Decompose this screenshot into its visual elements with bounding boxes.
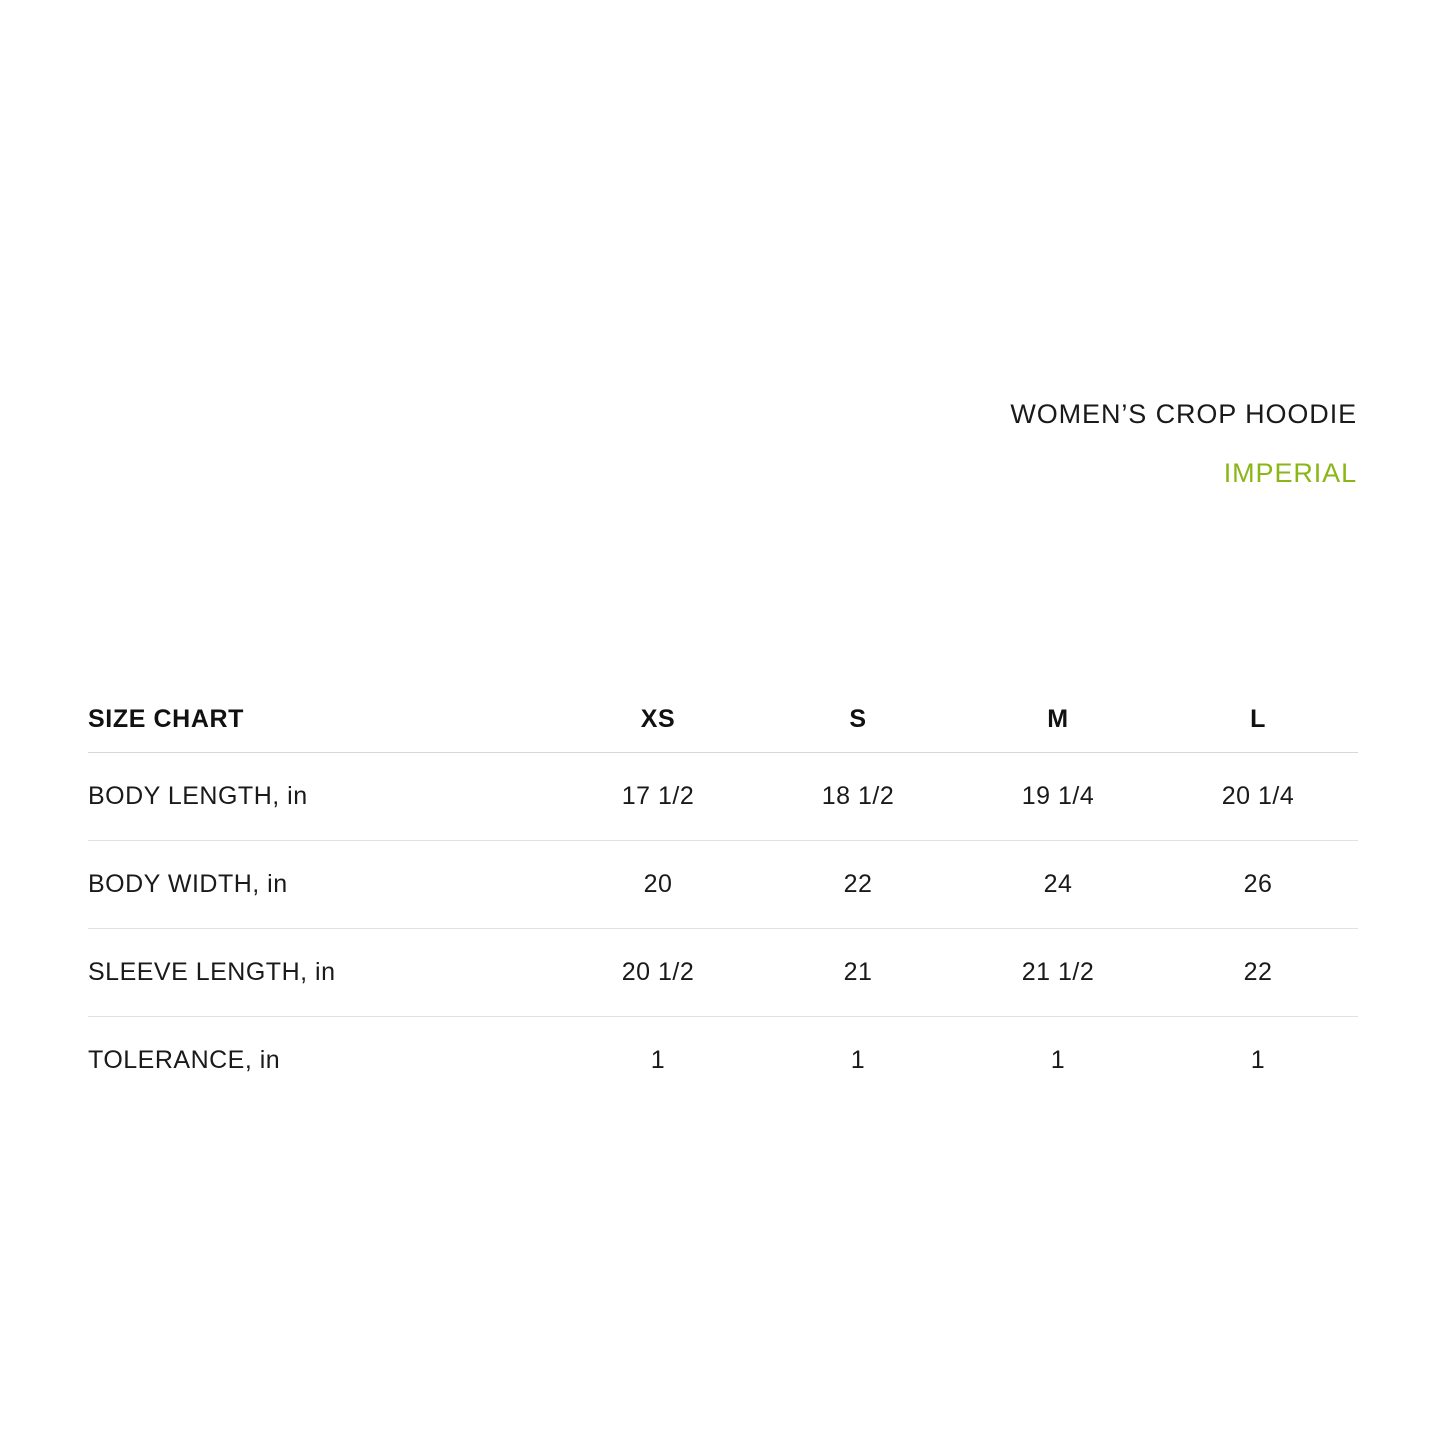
cell-tolerance-m: 1 xyxy=(1050,1046,1066,1074)
cell-body-length-l: 20 1/4 xyxy=(1158,753,1358,841)
row-label-tolerance: TOLERANCE, in xyxy=(88,1046,281,1074)
size-chart-title: SIZE CHART xyxy=(88,686,558,753)
column-header-l: L xyxy=(1158,686,1358,753)
cell-tolerance-s: 1 xyxy=(850,1046,866,1074)
table-header xyxy=(88,686,1358,753)
table-header-row xyxy=(88,686,1358,753)
cell-body-width-l: 26 xyxy=(1158,841,1358,929)
cell-body-length-s: 18 1/2 xyxy=(758,753,958,841)
cell-body-width-m: 24 xyxy=(958,841,1158,929)
cell-body-length-xs: 17 1/2 xyxy=(558,753,758,841)
unit-system-label: IMPERIAL xyxy=(1223,458,1357,489)
table-body xyxy=(88,753,1358,1105)
table-row xyxy=(88,1017,1358,1105)
product-title: WOMEN’S CROP HOODIE xyxy=(1010,399,1357,429)
cell-tolerance-l: 1 xyxy=(1250,1046,1266,1074)
table-row xyxy=(88,841,1358,929)
cell-sleeve-length-l: 22 xyxy=(1158,929,1358,1017)
row-label-body-length: BODY LENGTH, in xyxy=(88,753,558,841)
cell-sleeve-length-m: 21 1/2 xyxy=(958,929,1158,1017)
column-header-m: M xyxy=(958,686,1158,753)
cell-body-length-m: 19 1/4 xyxy=(958,753,1158,841)
row-label-body-width: BODY WIDTH, in xyxy=(88,841,558,929)
table-row xyxy=(88,929,1358,1017)
cell-sleeve-length-xs: 20 1/2 xyxy=(558,929,758,1017)
size-chart-table-wrapper xyxy=(88,686,1357,1104)
cell-tolerance-xs: 1 xyxy=(650,1046,666,1074)
cell-body-width-xs: 20 xyxy=(558,841,758,929)
cell-sleeve-length-s: 21 xyxy=(758,929,958,1017)
row-label-sleeve-length: SLEEVE LENGTH, in xyxy=(88,929,558,1017)
cell-body-width-s: 22 xyxy=(758,841,958,929)
size-chart-table xyxy=(88,686,1358,1104)
column-header-xs: XS xyxy=(558,686,758,753)
chart-header xyxy=(1010,398,1357,490)
table-row xyxy=(88,753,1358,841)
column-header-s: S xyxy=(758,686,958,753)
